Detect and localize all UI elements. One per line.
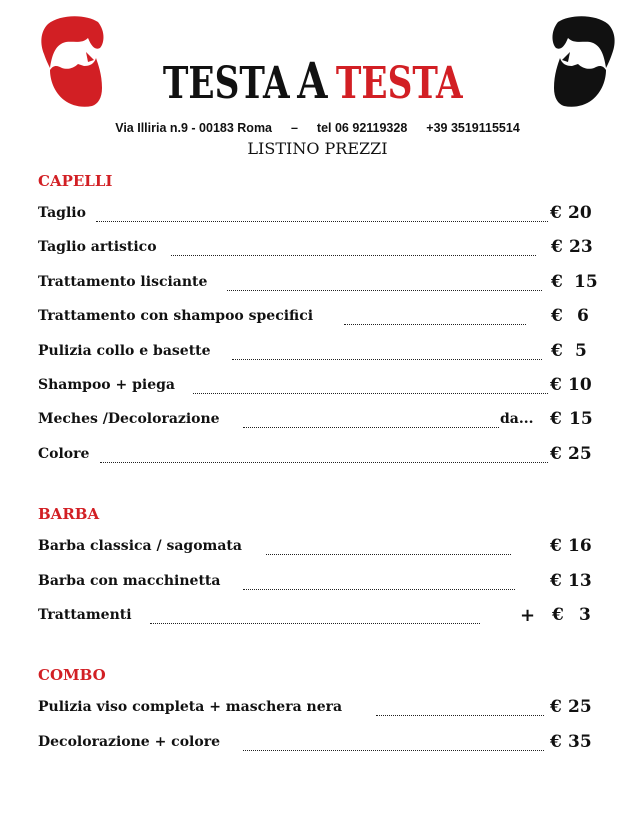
beard-shape <box>554 58 606 107</box>
service-name: Shampoo + piega <box>38 377 175 393</box>
service-price: 25 <box>568 444 592 464</box>
section-title-combo: COMBO <box>38 666 106 684</box>
price-row <box>38 274 596 296</box>
price-row <box>38 205 596 227</box>
service-price: 23 <box>569 237 593 257</box>
leader-dots <box>96 218 548 222</box>
currency-symbol: € <box>551 272 563 292</box>
service-price: 5 <box>575 341 587 361</box>
service-name: Meches /Decolorazione <box>38 411 220 427</box>
phone-number-1: 06 92119328 <box>334 121 408 135</box>
phone-number-2: +39 3519115514 <box>426 121 520 135</box>
service-price: 10 <box>568 375 592 395</box>
hair-shape <box>41 16 103 68</box>
service-price: 35 <box>568 732 592 752</box>
service-name: Barba con macchinetta <box>38 573 221 589</box>
service-price: 15 <box>569 409 593 429</box>
price-from-label: da... <box>500 411 534 427</box>
leader-dots <box>232 356 542 360</box>
bearded-man-black-icon <box>548 14 618 109</box>
price-row <box>38 239 596 261</box>
nose-shape <box>86 52 94 62</box>
address-line <box>0 121 635 135</box>
service-name: Decolorazione + colore <box>38 734 220 750</box>
leader-dots <box>171 252 536 256</box>
leader-dots <box>243 586 515 590</box>
currency-symbol: € <box>550 409 562 429</box>
currency-symbol: € <box>550 444 562 464</box>
brand-title <box>150 51 475 116</box>
price-row <box>38 411 596 433</box>
leader-dots <box>344 321 526 325</box>
leader-dots <box>193 390 548 394</box>
service-name: Trattamento con shampoo specifici <box>38 308 314 324</box>
service-name: Barba classica / sagomata <box>38 538 242 554</box>
bearded-man-red-icon <box>38 14 108 109</box>
currency-symbol: € <box>550 697 562 717</box>
menu-header <box>0 0 635 170</box>
currency-symbol: € <box>552 605 564 625</box>
currency-symbol: € <box>551 237 563 257</box>
leader-dots <box>150 620 480 624</box>
leader-dots <box>376 712 544 716</box>
service-price: 25 <box>568 697 592 717</box>
price-row <box>38 377 596 399</box>
address-dash: – <box>290 121 298 135</box>
service-name: Pulizia viso completa + maschera nera <box>38 699 343 715</box>
leader-dots <box>100 459 548 463</box>
currency-symbol: € <box>551 341 563 361</box>
service-price: 13 <box>568 571 592 591</box>
phone-label: tel <box>316 121 332 135</box>
price-row <box>38 308 596 330</box>
leader-dots <box>266 551 511 555</box>
leader-dots <box>243 424 499 428</box>
brand-part-2: A <box>297 51 328 110</box>
nose-shape <box>562 52 570 62</box>
street-address: Via Illiria n.9 - 00183 Roma <box>115 121 273 135</box>
service-price: 20 <box>568 203 592 223</box>
brand-part-1: TESTA <box>162 58 290 109</box>
currency-symbol: € <box>550 375 562 395</box>
price-row <box>38 343 596 365</box>
service-name: Pulizia collo e basette <box>38 343 211 359</box>
hair-shape <box>553 16 615 68</box>
service-name: Trattamenti <box>38 607 132 623</box>
service-price: 15 <box>574 272 598 292</box>
leader-dots <box>243 747 544 751</box>
section-title-barba: BARBA <box>38 505 100 523</box>
leader-dots <box>227 287 542 291</box>
price-row <box>38 734 596 756</box>
currency-symbol: € <box>551 306 563 326</box>
service-price: 6 <box>577 306 589 326</box>
price-row <box>38 699 596 721</box>
service-name: Taglio <box>38 205 86 221</box>
section-title-capelli: CAPELLI <box>38 172 113 190</box>
price-row <box>38 573 596 595</box>
service-name: Colore <box>38 446 90 462</box>
currency-symbol: € <box>550 203 562 223</box>
service-name: Trattamento lisciante <box>38 274 208 290</box>
price-row <box>38 607 596 629</box>
currency-symbol: € <box>550 536 562 556</box>
price-row <box>38 446 596 468</box>
currency-symbol: € <box>550 571 562 591</box>
currency-symbol: € <box>550 732 562 752</box>
brand-part-3: TESTA <box>335 58 463 109</box>
service-name: Taglio artistico <box>38 239 157 255</box>
beard-shape <box>50 58 102 107</box>
price-list-title: LISTINO PREZZI <box>247 139 388 158</box>
service-price: 16 <box>568 536 592 556</box>
price-row <box>38 538 596 560</box>
price-plus-sign: + <box>520 605 536 626</box>
service-price: 3 <box>579 605 591 625</box>
